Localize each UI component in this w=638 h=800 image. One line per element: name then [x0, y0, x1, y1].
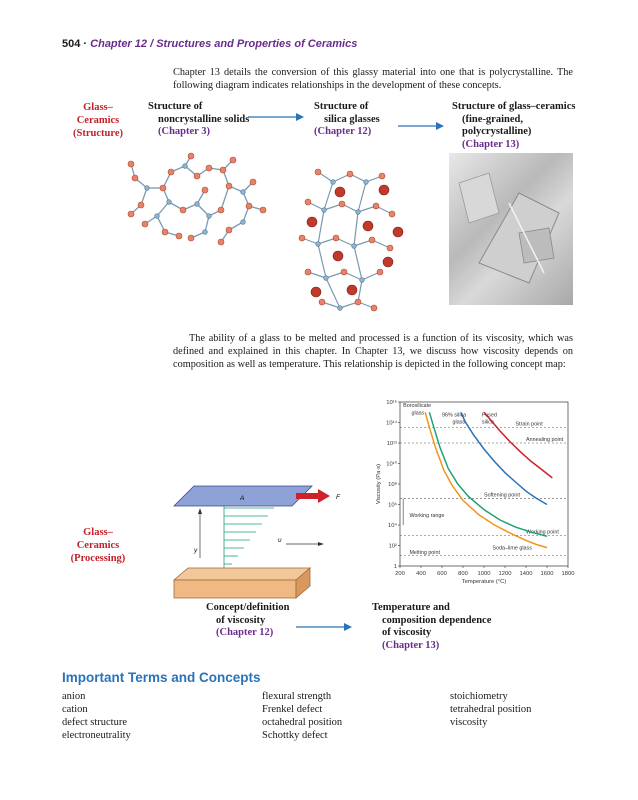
- x-tick-label: 400: [416, 571, 426, 577]
- structure-side-label: Glass–Ceramics (Structure): [73, 102, 123, 139]
- intro-paragraph: Chapter 13 details the conversion of this glassy material into one that is polycrystalline. The following diagram indicates relationships in the development of these concepts.: [173, 67, 573, 91]
- reference-line-label: Softening point: [484, 492, 520, 499]
- x-tick-label: 200: [395, 571, 405, 577]
- running-header: [62, 38, 357, 50]
- y-tick-label: 10¹⁴: [386, 420, 397, 427]
- term: Schottky defect: [262, 730, 328, 741]
- series-label-silica96-2: glass: [452, 419, 466, 426]
- term: electroneutrality: [62, 730, 131, 741]
- term: Frenkel defect: [262, 704, 323, 715]
- concept-definition-viscosity: Concept/definition of viscosity (Chapter 12): [206, 602, 290, 638]
- noncrystalline-structure-illustration: [125, 150, 275, 250]
- series-line: [429, 412, 547, 536]
- reference-line-label: Strain point: [515, 421, 543, 428]
- distance-label: y: [194, 547, 198, 554]
- series-label-fused-1: Fused: [481, 412, 497, 419]
- header-chapter-title: Structures and Properties of Ceramics: [156, 38, 358, 50]
- series-label-borosilicate-1: Borosilicate: [403, 403, 432, 410]
- force-label: F: [336, 494, 340, 501]
- y-axis-label: Viscosity (Pa·s): [376, 463, 382, 505]
- x-tick-label: 800: [458, 571, 468, 577]
- header-chapter: Chapter 12: [90, 38, 148, 50]
- bottom-plate-front: [174, 580, 296, 598]
- viscosity-definition-diagram: [168, 480, 350, 602]
- y-tick-label: 10¹⁰: [386, 461, 397, 468]
- term: octahedral position: [262, 717, 343, 728]
- terms-column-1: [62, 690, 131, 742]
- y-tick-label: 10⁶: [388, 502, 397, 509]
- term: defect structure: [62, 717, 128, 728]
- working-range-label: Working range: [409, 512, 445, 519]
- area-label: A: [240, 495, 245, 502]
- term: flexural strength: [262, 691, 332, 702]
- x-axis-label: Temperature (°C): [461, 579, 507, 585]
- page-number: 504: [62, 38, 81, 50]
- concept-glass-ceramics: Structure of glass–ceramics (fine-grained, polycrystalline) (Chapter 13): [452, 101, 576, 150]
- bottom-plate-top: [174, 568, 310, 580]
- header-separator: ·: [83, 38, 88, 50]
- important-terms-title: Important Terms and Concepts: [62, 670, 261, 685]
- terms-column-3: [450, 690, 531, 729]
- concept-silica-glasses: Structure of silica glasses (Chapter 12): [314, 101, 380, 137]
- series-label-fused-2: silica: [481, 419, 494, 426]
- term: tetrahedral position: [450, 704, 532, 715]
- x-tick-label: 1400: [519, 571, 533, 577]
- x-tick-label: 1800: [561, 571, 575, 577]
- arrow-2: [398, 121, 444, 131]
- y-tick-label: 1: [393, 564, 397, 570]
- x-tick-label: 1600: [540, 571, 554, 577]
- velocity-label: υ: [278, 537, 282, 544]
- reference-line-label: Melting point: [409, 549, 441, 556]
- concept-temperature-composition: Temperature and composition dependence of viscosity (Chapter 13): [372, 602, 492, 651]
- reference-line-label: Working point: [526, 529, 559, 536]
- y-tick-label: 10⁸: [388, 482, 397, 488]
- series-label-sodalime: Soda–lime glass: [492, 545, 532, 552]
- silica-glass-illustration: [288, 152, 413, 322]
- y-tick-label: 10⁴: [388, 523, 397, 529]
- plot-frame: [400, 402, 568, 566]
- term: stoichiometry: [450, 691, 508, 702]
- glass-ceramic-micrograph: [449, 153, 573, 305]
- term: viscosity: [450, 717, 488, 728]
- viscosity-chart: [368, 394, 578, 594]
- arrow-1: [248, 112, 304, 122]
- header-slash: /: [150, 38, 154, 50]
- x-tick-label: 1000: [477, 571, 491, 577]
- terms-column-2: [262, 690, 342, 742]
- y-tick-label: 10²: [388, 543, 397, 550]
- processing-side-label: Glass–Ceramics (Processing): [70, 527, 126, 564]
- y-tick-label: 10¹²: [386, 441, 397, 447]
- reference-line-label: Annealing point: [526, 437, 564, 443]
- series-label-borosilicate-2: glass: [411, 410, 425, 417]
- arrow-3: [296, 622, 352, 632]
- x-tick-label: 600: [437, 571, 447, 577]
- series-line: [425, 412, 547, 547]
- series-label-silica96-1: 96% silica: [442, 412, 467, 419]
- concept-noncrystalline: Structure of noncrystalline solids (Chapter 3): [148, 101, 250, 137]
- term: cation: [62, 704, 88, 715]
- x-tick-label: 1200: [498, 571, 512, 577]
- y-tick-label: 10¹⁶: [386, 400, 397, 406]
- viscosity-paragraph: The ability of a glass to be melted and processed is a function of its viscosity, which was defined and explained in this chapter. In Chapter 13, we discuss how viscosity depends on composition as well as temperature. This relationship is depicted in the following concept map:: [173, 333, 573, 370]
- term: anion: [62, 691, 86, 702]
